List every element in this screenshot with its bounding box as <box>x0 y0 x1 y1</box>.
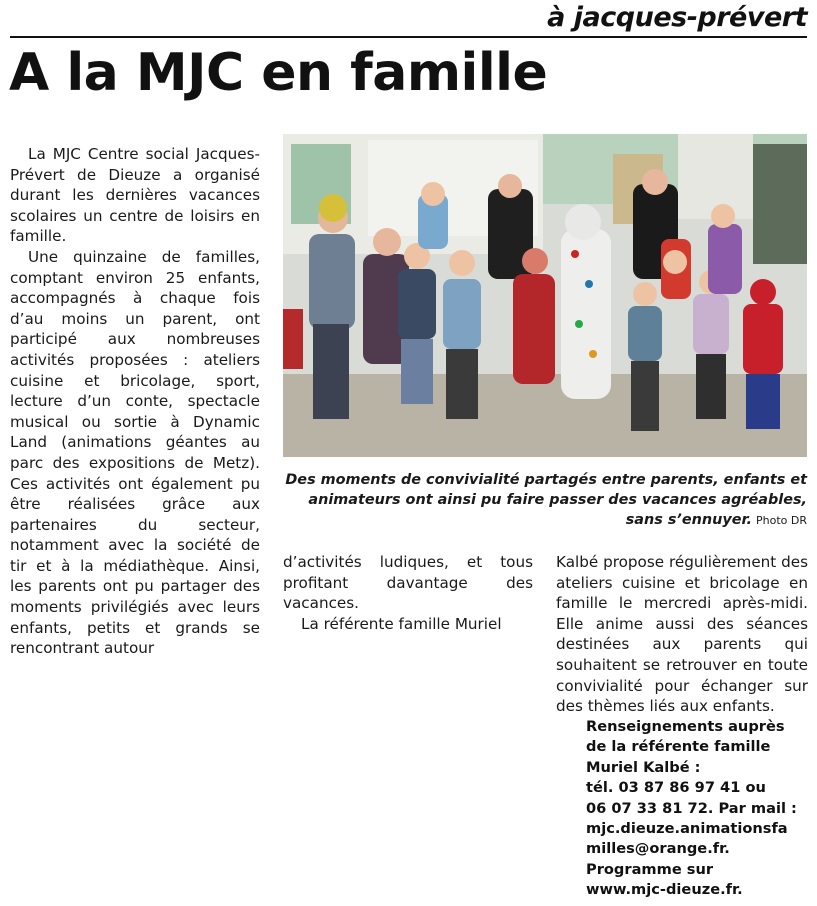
contact-phone: 06 07 33 81 72. Par mail : <box>586 799 797 817</box>
contact-line: Renseignements auprès <box>586 718 785 735</box>
contact-email[interactable]: mjc.dieuze.animationsfa <box>586 820 788 838</box>
article-paragraph: La référente famille Muriel <box>301 614 502 633</box>
contact-website-link[interactable]: www.mjc-dieuze.fr. <box>586 881 743 899</box>
photo-caption-text: Des moments de convivialité partagés entre parents, enfants et animateurs ont ainsi pu faire passer des vacances agréables, sans s’ennuyer. <box>285 472 807 528</box>
group-photo-illustration <box>283 134 807 457</box>
contact-line: Programme sur <box>586 860 714 878</box>
contact-phone: tél. 03 87 86 97 41 ou <box>586 779 766 797</box>
article-paragraph: Kalbé propose régulièrement des ateliers cuisine et bricolage en famille le mercredi après-midi. Elle anime aussi des séances destinées aux parents qui souhaitent se retrouver en toute convivialité pour échanger sur des thèmes liés aux enfants. <box>556 553 808 716</box>
contact-email[interactable]: milles@orange.fr. <box>586 840 730 858</box>
contact-line: de la référente famille <box>586 738 771 756</box>
contact-info <box>586 717 811 901</box>
article-column-2 <box>283 552 533 634</box>
contact-line: Muriel Kalbé : <box>586 758 701 776</box>
article-paragraph: Une quinzaine de familles, comptant environ 25 enfants, accompagnés à chaque fois d’au moins un parent, ont participé aux nombreuses activités proposées : ateliers cuisine et bricolage, sport, lecture d’un conte, spectacle musical ou sortie à Dynamic Land (animations géantes au parc des expositions de Metz). Ces activités ont également pu être réalisées grâce aux partenaires du secteur, notamment avec la société de tir et à la médiathèque. Ainsi, les parents ont pu partager des moments privilégiés avec leurs enfants, petits et grands se rencontrant autour <box>10 247 260 658</box>
headline: A la MJC en famille <box>9 43 548 103</box>
article-paragraph: d’activités ludiques, et tous profitant davantage des vacances. <box>283 553 533 613</box>
section-kicker: à jacques-prévert <box>547 2 807 33</box>
article-column-3 <box>556 552 808 717</box>
article-column-1 <box>10 144 260 659</box>
article-paragraph: La MJC Centre social Jacques-Prévert de Dieuze a organisé durant les dernières vacances scolaires un centre de loisirs en famille. <box>10 145 260 246</box>
photo-caption <box>283 470 807 531</box>
group-photo <box>283 134 807 457</box>
photo-credit: Photo DR <box>756 514 807 527</box>
